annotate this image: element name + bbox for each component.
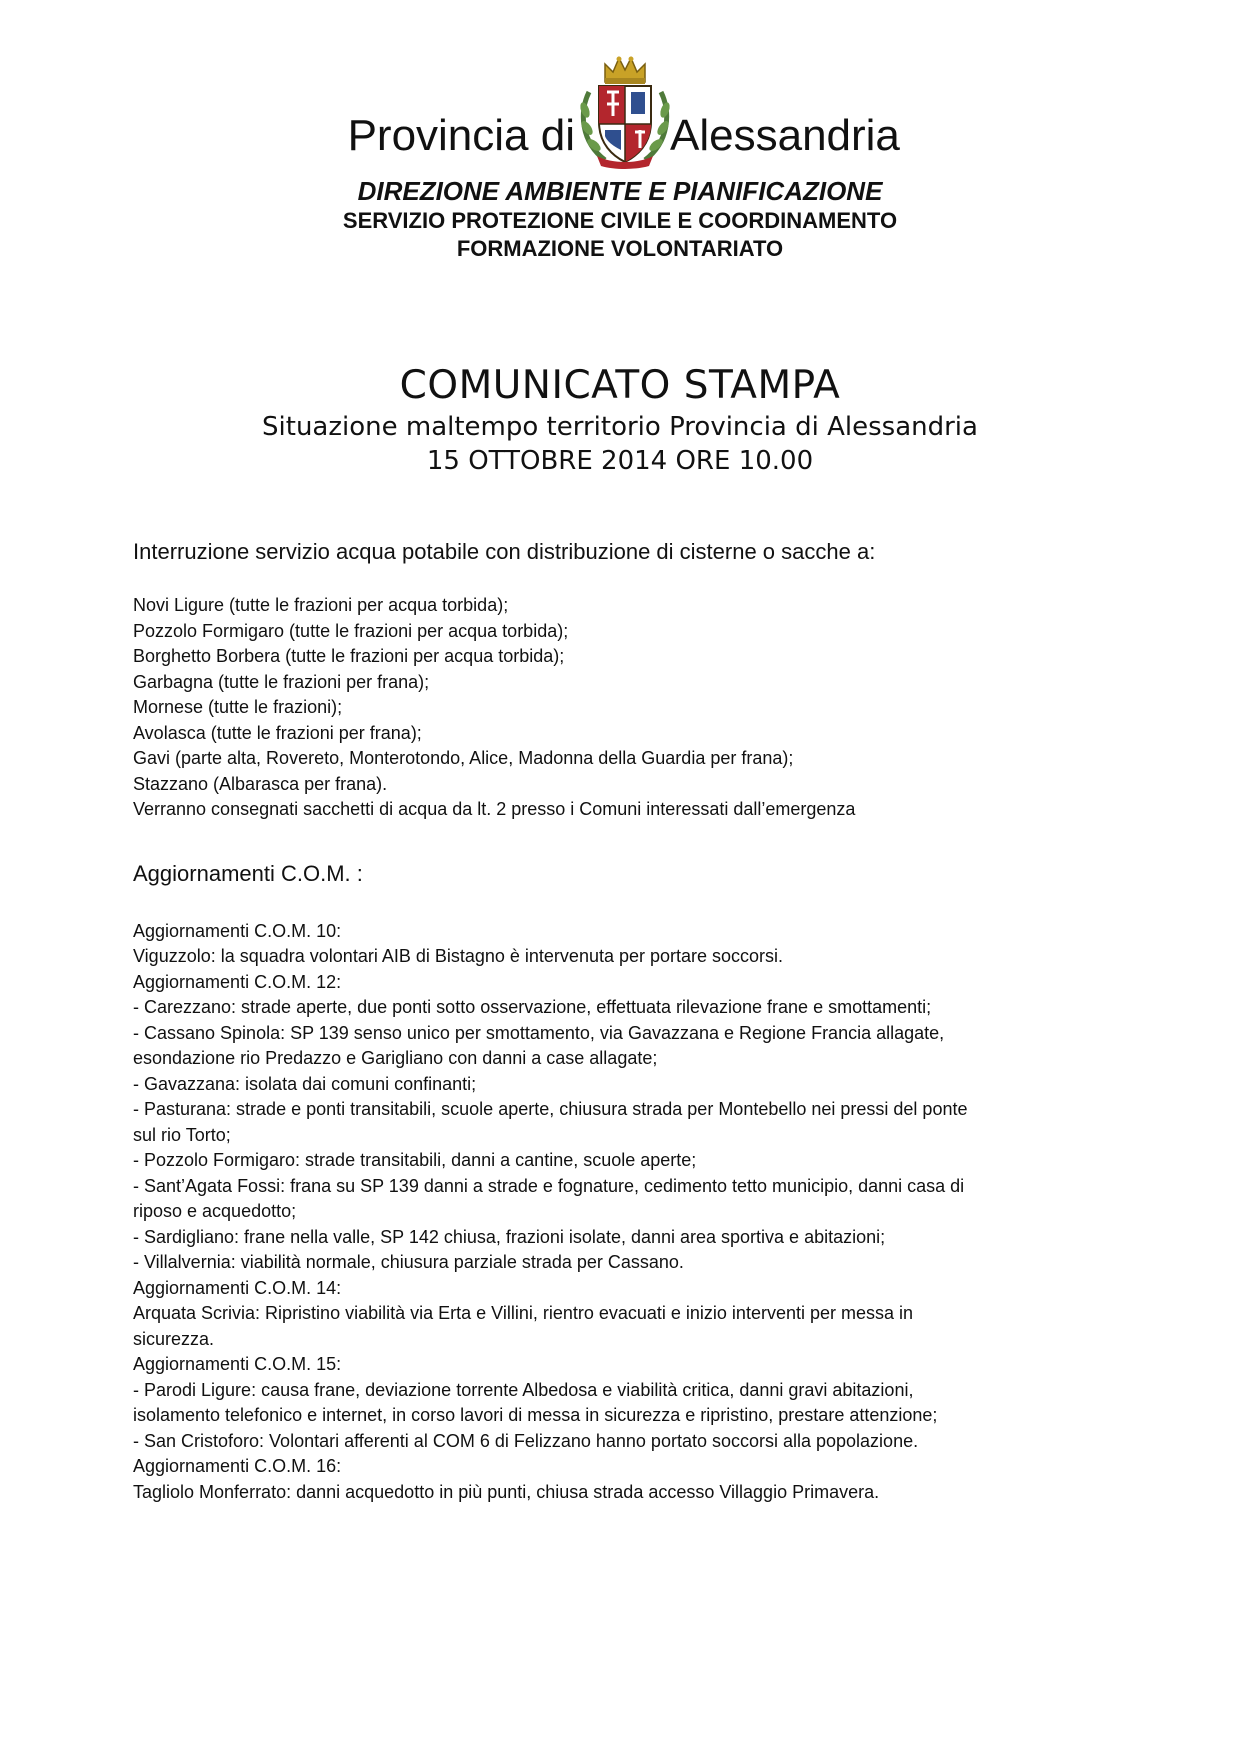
water-section-heading: Interruzione servizio acqua potabile con distribuzione di cisterne o sacche a: [133, 539, 876, 564]
list-item: Borghetto Borbera (tutte le frazioni per acqua torbida); [133, 646, 565, 666]
com-line: - Parodi Ligure: causa frane, deviazione torrente Albedosa e viabilità critica, danni gravi abitazioni, [133, 1379, 914, 1400]
com-line: Arquata Scrivia: Ripristino viabilità via Erta e Villini, rientro evacuati e inizio interventi per messa in [133, 1303, 914, 1323]
com-line: - Villalvernia: viabilità normale, chiusura parziale strada per Cassano. [133, 1252, 684, 1272]
com-updates-list [133, 919, 1113, 1506]
com-line: - Pasturana: strade e ponti transitabili, scuole aperte, chiusura strada per Montebello nei pressi del ponte [133, 1099, 968, 1119]
com-line: esondazione rio Predazzo e Garigliano con danni a case allagate; [133, 1048, 658, 1068]
letterhead [0, 52, 1240, 263]
list-item: Mornese (tutte le frazioni); [133, 697, 343, 717]
list-item: Avolasca (tutte le frazioni per frana); [133, 722, 422, 743]
com-line: - San Cristoforo: Volontari afferenti al COM 6 di Felizzano hanno portato soccorsi alla popolazione. [133, 1430, 919, 1451]
list-item: Stazzano (Albarasca per frana). [133, 773, 388, 794]
coat-of-arms-icon [575, 52, 675, 170]
list-item: Verranno consegnati sacchetti di acqua da lt. 2 presso i Comuni interessati dall’emergenza [133, 799, 856, 819]
letterhead-title-right: Alessandria [670, 111, 900, 160]
com-line: - Sant’Agata Fossi: frana su SP 139 danni a strade e fognature, cedimento tetto municipio, danni casa di [133, 1175, 965, 1196]
document-body [133, 537, 1113, 1505]
list-item: Gavi (parte alta, Rovereto, Monterotondo, Alice, Madonna della Guardia per frana); [133, 748, 794, 768]
com-line: riposo e acquedotto; [133, 1201, 297, 1221]
list-item: Pozzolo Formigaro (tutte le frazioni per acqua torbida); [133, 620, 569, 641]
department-name: DIREZIONE AMBIENTE E PIANIFICAZIONE [357, 176, 883, 206]
com-line: - Pozzolo Formigaro: strade transitabili, danni a cantine, scuole aperte; [133, 1150, 697, 1170]
press-release-title: COMUNICATO STAMPA [399, 363, 841, 408]
com-line: Tagliolo Monferrato: danni acquedotto in più punti, chiusa strada accesso Villaggio Primavera. [133, 1481, 880, 1502]
press-release-subtitle: Situazione maltempo territorio Provincia di Alessandria [262, 412, 978, 442]
com-line: Aggiornamenti C.O.M. 12: [133, 971, 342, 992]
com-line: sicurezza. [133, 1328, 215, 1349]
com-line: - Sardigliano: frane nella valle, SP 142 chiusa, frazioni isolate, danni area sportiva e abitazioni; [133, 1226, 886, 1247]
list-item: Novi Ligure (tutte le frazioni per acqua torbida); [133, 595, 509, 615]
com-line: - Gavazzana: isolata dai comuni confinanti; [133, 1073, 477, 1094]
com-line: Aggiornamenti C.O.M. 15: [133, 1354, 342, 1374]
com-line: Aggiornamenti C.O.M. 14: [133, 1277, 342, 1298]
letterhead-title-left: Provincia di [347, 111, 575, 160]
com-line: - Carezzano: strade aperte, due ponti sotto osservazione, effettuata rilevazione frane e smottamenti; [133, 997, 932, 1017]
list-item: Garbagna (tutte le frazioni per frana); [133, 671, 430, 692]
com-line: Viguzzolo: la squadra volontari AIB di Bistagno è intervenuta per portare soccorsi. [133, 946, 784, 966]
water-list [133, 593, 1113, 823]
com-line: Aggiornamenti C.O.M. 10: [133, 920, 342, 941]
press-release-date: 15 OTTOBRE 2014 ORE 10.00 [426, 446, 814, 476]
com-line: - Cassano Spinola: SP 139 senso unico per smottamento, via Gavazzana e Regione Francia allagate, [133, 1022, 945, 1043]
com-section-heading: Aggiornamenti C.O.M. : [133, 860, 363, 886]
service-name-line-1: SERVIZIO PROTEZIONE CIVILE E COORDINAMENTO [342, 208, 898, 234]
com-line: sul rio Torto; [133, 1124, 231, 1145]
service-name-line-2: FORMAZIONE VOLONTARIATO [456, 236, 784, 262]
com-line: isolamento telefonico e internet, in corso lavori di messa in sicurezza e ripristino, prestare attenzione; [133, 1405, 938, 1425]
letterhead-title [0, 52, 1240, 172]
press-release-heading [0, 362, 1240, 478]
com-line: Aggiornamenti C.O.M. 16: [133, 1456, 342, 1476]
